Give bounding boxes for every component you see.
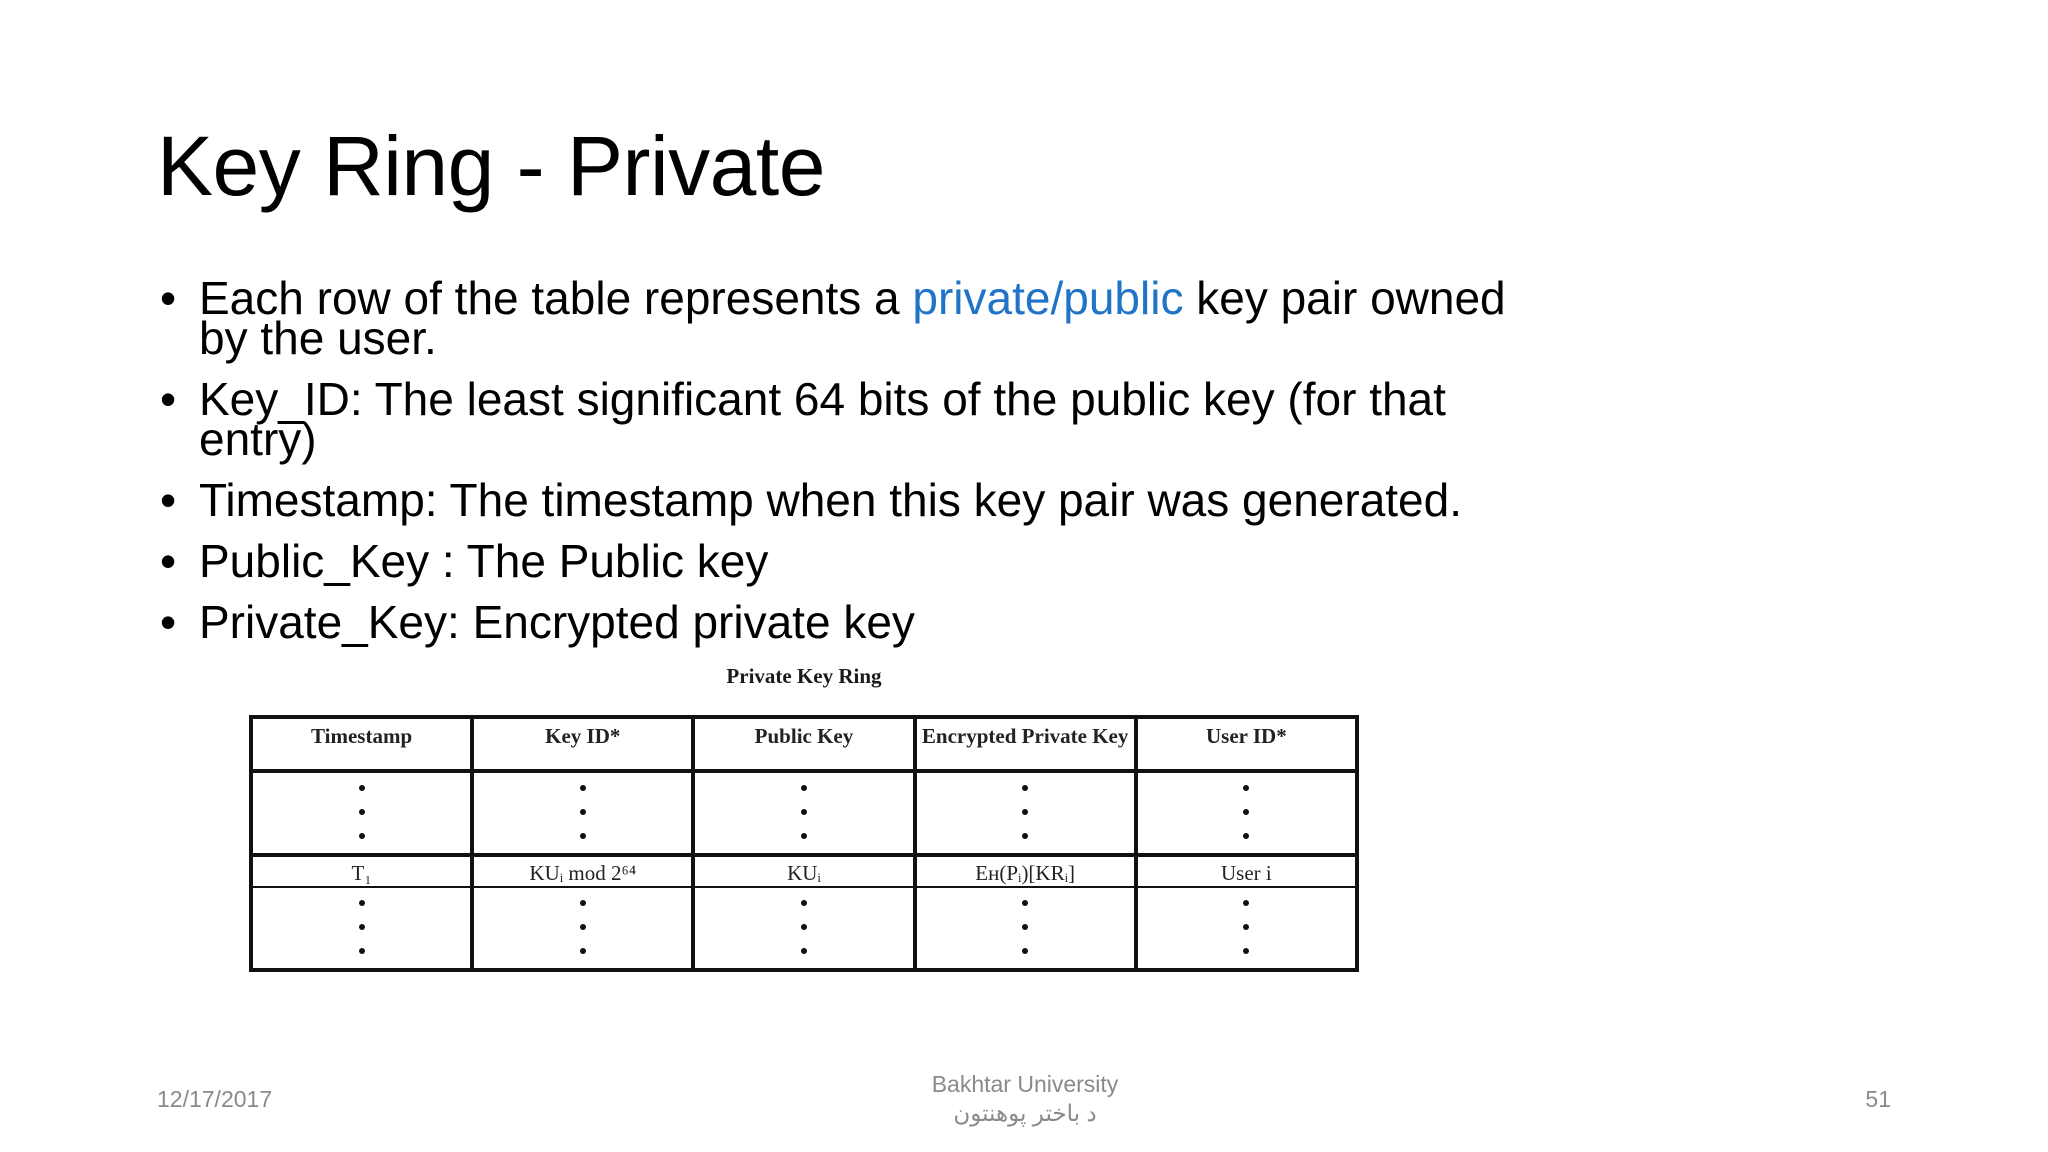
vertical-ellipsis-icon: [1138, 775, 1355, 839]
cell-user-id: User i: [1136, 855, 1357, 887]
header-encrypted-private-key: Encrypted Private Key: [915, 717, 1136, 771]
bullet-text: key pair owned by the user.: [199, 272, 1506, 364]
table-row-ellipsis-top: [251, 771, 1357, 855]
footer-date: 12/17/2017: [157, 1086, 273, 1112]
header-timestamp: Timestamp: [251, 717, 472, 771]
ellipsis-cell: [693, 887, 914, 970]
footer-university-ps: د باختر پوهنتون: [953, 1100, 1097, 1126]
cell-key-id: KUᵢ mod 2⁶⁴: [472, 855, 693, 887]
vertical-ellipsis-icon: [695, 775, 912, 839]
bullet-item: [157, 474, 1557, 526]
ellipsis-cell: [251, 887, 472, 970]
bullet-text: Key_ID: The least significant 64 bits of the public key (for that entry): [199, 373, 1446, 465]
ellipsis-cell: [472, 771, 693, 855]
bullet-item: [157, 596, 1557, 648]
vertical-ellipsis-icon: [695, 890, 912, 954]
bullet-text: Each row of the table represents a: [199, 272, 913, 324]
table-header-row: [251, 717, 1357, 771]
bullet-text: Public_Key : The Public key: [199, 535, 769, 587]
ellipsis-cell: [1136, 887, 1357, 970]
bullet-text: Private_Key: Encrypted private key: [199, 596, 915, 648]
ellipsis-cell: [693, 771, 914, 855]
cell-public-key: KUᵢ: [693, 855, 914, 887]
header-key-id: Key ID*: [472, 717, 693, 771]
ellipsis-cell: [251, 771, 472, 855]
vertical-ellipsis-icon: [917, 775, 1134, 839]
table-caption: Private Key Ring: [726, 664, 882, 688]
bullet-item: [157, 373, 1557, 465]
slide-title: Key Ring - Private: [157, 119, 825, 213]
ellipsis-cell: [915, 771, 1136, 855]
page-number: 51: [1865, 1086, 1891, 1112]
ellipsis-cell: [915, 887, 1136, 970]
vertical-ellipsis-icon: [1138, 890, 1355, 954]
table-row-ellipsis-bottom: [251, 887, 1357, 970]
vertical-ellipsis-icon: [253, 775, 470, 839]
header-user-id: User ID*: [1136, 717, 1357, 771]
bullet-list: [157, 272, 1557, 663]
bullet-accent-text: private/public: [912, 272, 1184, 324]
private-key-ring-table: [249, 715, 1359, 972]
bullet-item: [157, 535, 1557, 587]
table-row: [251, 855, 1357, 887]
vertical-ellipsis-icon: [474, 775, 691, 839]
cell-encrypted-private-key: Eʜ(Pᵢ)[KRᵢ]: [915, 855, 1136, 887]
header-public-key: Public Key: [693, 717, 914, 771]
vertical-ellipsis-icon: [253, 890, 470, 954]
cell-timestamp: T₁: [251, 855, 472, 887]
ellipsis-cell: [1136, 771, 1357, 855]
footer-university-en: Bakhtar University: [931, 1071, 1119, 1097]
ellipsis-cell: [472, 887, 693, 970]
bullet-item: [157, 272, 1557, 364]
vertical-ellipsis-icon: [474, 890, 691, 954]
vertical-ellipsis-icon: [917, 890, 1134, 954]
footer-institution: [880, 1070, 1170, 1128]
bullet-text: Timestamp: The timestamp when this key pair was generated.: [199, 474, 1463, 526]
